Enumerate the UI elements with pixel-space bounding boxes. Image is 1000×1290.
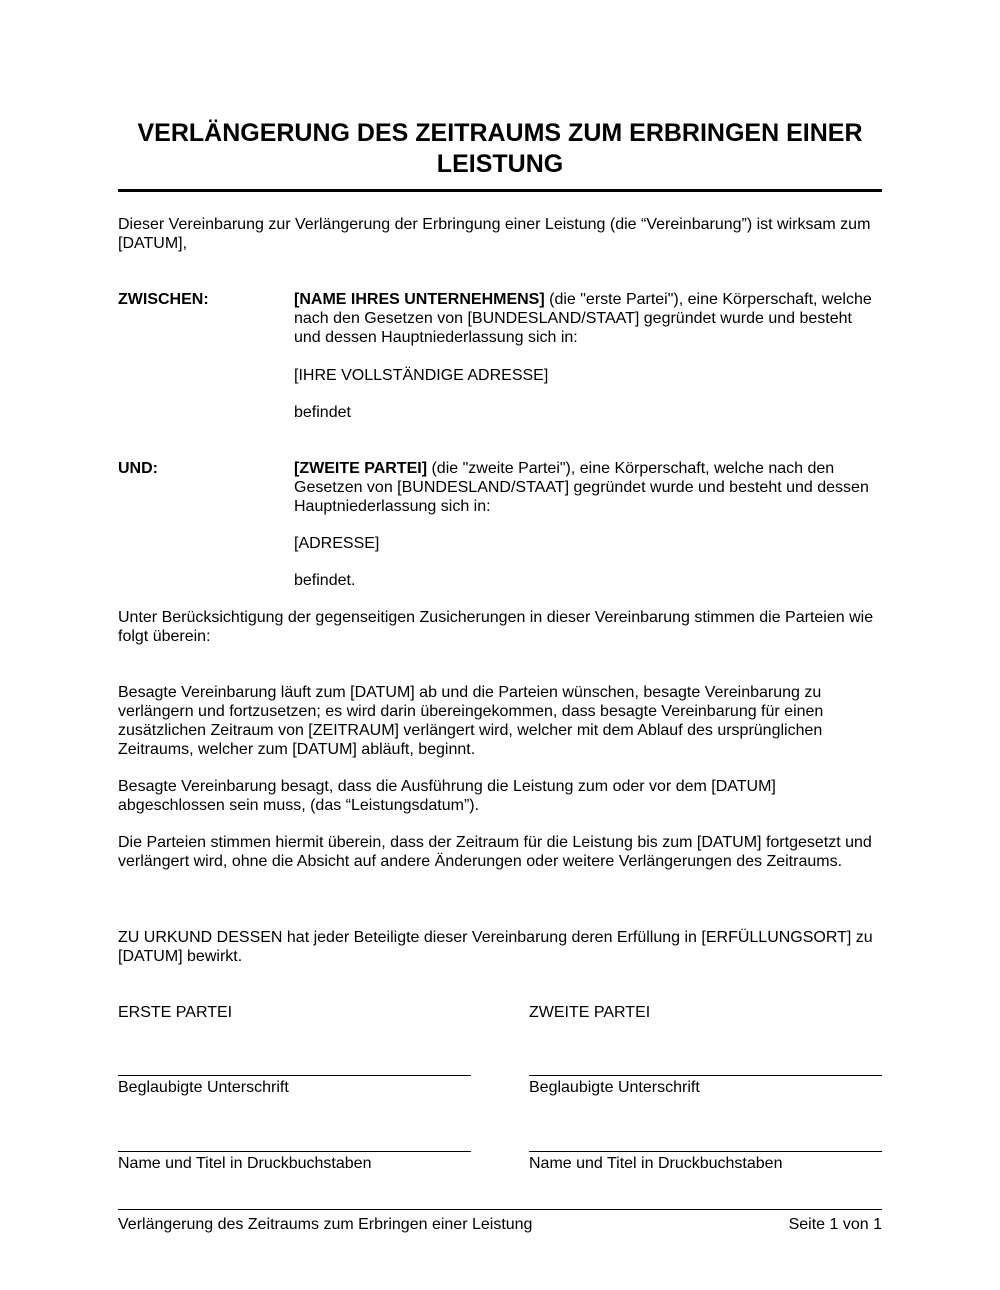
- second-party-name-label: Name und Titel in Druckbuchstaben: [529, 1155, 783, 1172]
- party1-description: [294, 290, 882, 347]
- footer-divider: [118, 1209, 882, 1210]
- party1-name: [NAME IHRES UNTERNEHMENS]: [294, 291, 545, 308]
- clause-paragraph: Besagte Vereinbarung läuft zum [DATUM] ab und die Parteien wünschen, besagte Vereinbarung zu verlängern und fortzusetzen; es wird darin übereingekommen, dass besagte Vereinbarung für einen zusätzlichen Zeitraum von [ZEITRAUM] verlängert wird, welcher mit dem Ablauf des ursprünglichen Zeitraums, welcher zum [DATUM] abläuft, beginnt.: [118, 684, 824, 758]
- clause-paragraph: Besagte Vereinbarung besagt, dass die Ausführung die Leistung zum oder vor dem [DATUM] abgeschlossen sein muss, (das “Leistungsdatum”).: [118, 778, 776, 814]
- party1-label: ZWISCHEN:: [118, 291, 209, 308]
- first-party-heading: ERSTE PARTEI: [118, 1004, 233, 1021]
- party1-address: [IHRE VOLLSTÄNDIGE ADRESSE]: [294, 367, 549, 384]
- second-party-name-line: [529, 1151, 882, 1152]
- second-party-signature-label: Beglaubigte Unterschrift: [529, 1079, 700, 1096]
- clause-paragraph: Die Parteien stimmen hiermit überein, dass der Zeitraum für die Leistung bis zum [DATUM] fortgesetzt und verlängert wird, ohne die Absicht auf andere Änderungen oder weitere Verlängerungen des Zeitraums.: [118, 834, 872, 870]
- footer-page-number: Seite 1 von 1: [788, 1216, 882, 1233]
- title-divider: [118, 189, 882, 192]
- first-party-signature-line: [118, 1075, 471, 1076]
- party2-located: befindet.: [294, 572, 356, 589]
- recital-paragraph: Unter Berücksichtigung der gegenseitigen Zusicherungen in dieser Vereinbarung stimmen die Parteien wie folgt überein:: [118, 609, 874, 645]
- party2-label: UND:: [118, 460, 158, 477]
- second-party-signature-line: [529, 1075, 882, 1076]
- first-party-signature-label: Beglaubigte Unterschrift: [118, 1079, 289, 1096]
- party2-address: [ADRESSE]: [294, 535, 380, 552]
- first-party-name-label: Name und Titel in Druckbuchstaben: [118, 1155, 372, 1172]
- party1-desc: (die "erste Partei"), eine Körperschaft, welche nach den Gesetzen von [BUNDESLAND/STAAT] gegründet wurde und besteht und dessen Hauptniederlassung sich in:: [294, 291, 872, 346]
- party2-description: [294, 459, 882, 516]
- first-party-name-line: [118, 1151, 471, 1152]
- party2-name: [ZWEITE PARTEI]: [294, 460, 428, 477]
- document-title: VERLÄNGERUNG DES ZEITRAUMS ZUM ERBRINGEN EINER LEISTUNG: [137, 119, 863, 178]
- party2-desc: (die "zweite Partei"), eine Körperschaft, welche nach den Gesetzen von [BUNDESLAND/STAAT] gegründet wurde und besteht und dessen Hauptniederlassung sich in:: [294, 460, 869, 515]
- footer-document-title: Verlängerung des Zeitraums zum Erbringen einer Leistung: [118, 1216, 533, 1233]
- witness-paragraph: ZU URKUND DESSEN hat jeder Beteiligte dieser Vereinbarung deren Erfüllung in [ERFÜLLUNGSORT] zu [DATUM] bewirkt.: [118, 929, 873, 965]
- intro-paragraph: Dieser Vereinbarung zur Verlängerung der Erbringung einer Leistung (die “Vereinbarung”) ist wirksam zum [DATUM],: [118, 216, 871, 252]
- party1-located: befindet: [294, 404, 351, 421]
- second-party-heading: ZWEITE PARTEI: [529, 1004, 651, 1021]
